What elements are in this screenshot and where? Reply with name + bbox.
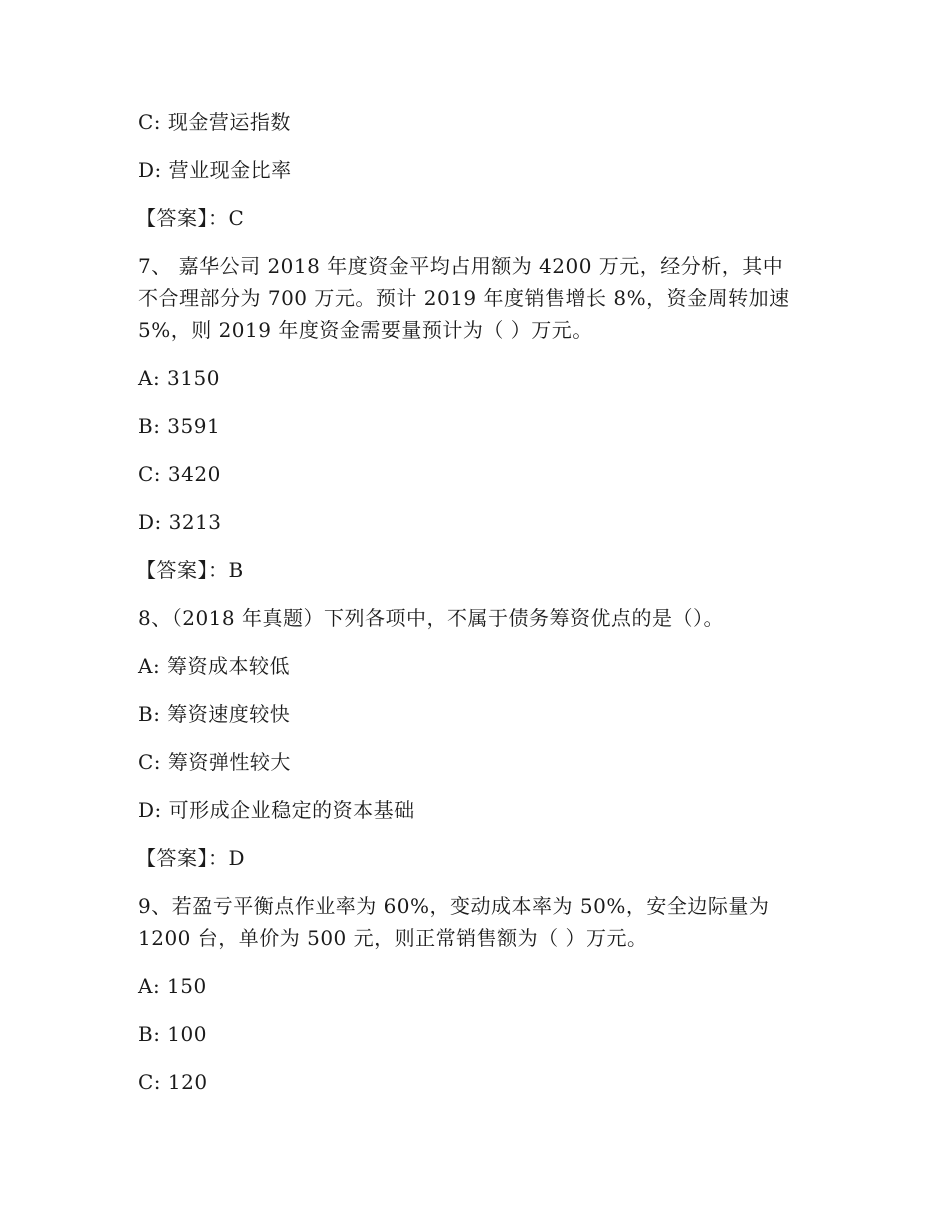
q7-option-b: B: 3591 (138, 414, 221, 438)
q9-stem-line2: 1200 台，单价为 500 元，则正常销售额为（ ）万元。 (138, 926, 648, 950)
q8-option-c: C: 筹资弹性较大 (138, 750, 291, 774)
q7-option-c: C: 3420 (138, 462, 221, 486)
q8-answer: 【答案】：D (136, 846, 246, 870)
q9-option-c: C: 120 (138, 1070, 208, 1094)
q8-option-b: B: 筹资速度较快 (138, 702, 291, 726)
q9-stem-line1: 9、若盈亏平衡点作业率为 60%，变动成本率为 50%，安全边际量为 (138, 894, 770, 918)
q6-option-c: C: 现金营运指数 (138, 110, 291, 134)
q7-option-a: A: 3150 (138, 366, 220, 390)
q9-option-b: B: 100 (138, 1022, 207, 1046)
q6-answer: 【答案】：C (136, 206, 245, 230)
q8-stem-line1: 8、（2018 年真题）下列各项中，不属于债务筹资优点的是（）。 (138, 606, 724, 630)
q8-option-a: A: 筹资成本较低 (138, 654, 291, 678)
q7-stem-line2: 不合理部分为 700 万元。预计 2019 年度销售增长 8%，资金周转加速 (138, 286, 790, 310)
q7-stem-line1: 7、 嘉华公司 2018 年度资金平均占用额为 4200 万元，经分析，其中 (138, 254, 784, 278)
q7-answer: 【答案】：B (136, 558, 244, 582)
q7-stem-line3: 5%，则 2019 年度资金需要量预计为（ ）万元。 (138, 318, 593, 342)
q9-option-a: A: 150 (138, 974, 207, 998)
q6-option-d: D: 营业现金比率 (138, 158, 292, 182)
q8-option-d: D: 可形成企业稳定的资本基础 (138, 798, 415, 822)
q7-option-d: D: 3213 (138, 510, 222, 534)
